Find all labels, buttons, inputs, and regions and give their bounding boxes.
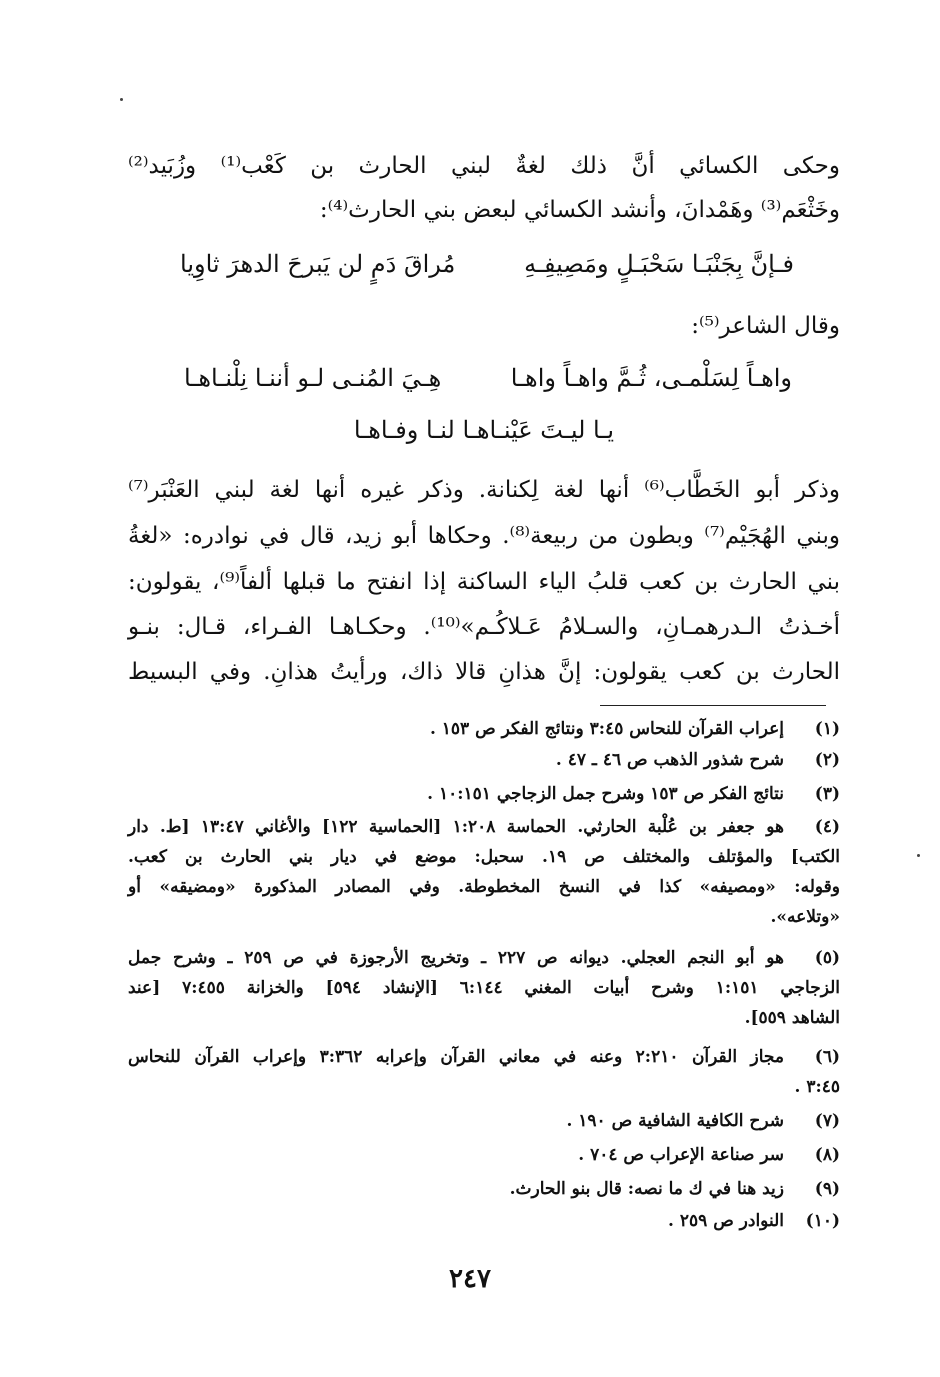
body-line: أخـذتُ الـدرهمـانِ، والسـلامُ عَـلاكُـم»⁽¹⁰⁾. وحكـاهـا الفـراء، قـال: بنـو xyxy=(128,614,840,640)
footnote xyxy=(128,1174,840,1204)
body-line: وذكر أبو الخَطَّاب⁽⁶⁾ أنها لغة لِكنانة. وذكر غيره أنها لغة لبني العَنْبَر⁽⁷⁾ xyxy=(128,477,840,503)
verse-line xyxy=(128,242,840,286)
footnote-text-line: مجاز القرآن ٢:٢١٠ وعنه في معاني القرآن وإعرابه ٣:٣٦٢ وإعراب القرآن للنحاس xyxy=(128,1047,784,1067)
footnote-text-line: ٣:٤٥ . xyxy=(794,1077,840,1097)
footnote xyxy=(128,1042,840,1102)
footnote xyxy=(128,943,840,1033)
footnote-text-line: هو جعفر بن عُلْبة الحارثي. الحماسة ١:٢٠٨ [الحماسية ١٢٢] والأغاني ١٣:٤٧ [ط. دار xyxy=(128,817,784,837)
footnote-number: (٢) xyxy=(814,750,840,770)
scan-speck xyxy=(917,854,920,857)
verse-first-hemistich: واهـاً لِسَلْمـى، ثُـمَّ واهـاً واهـا xyxy=(510,364,792,392)
footnote xyxy=(128,1106,840,1136)
footnote-text: النوادر ص ٢٥٩ . xyxy=(668,1211,784,1231)
footnote-separator xyxy=(600,705,826,706)
footnote-text: نتائج الفكر ص ١٥٣ وشرح جمل الزجاجي ١٠:١٥١ . xyxy=(427,784,784,804)
footnote-number: (٤) xyxy=(814,817,840,837)
page-number: ٢٤٧ xyxy=(449,1264,491,1294)
verse-second-hemistich: مُراقَ دَمٍ لن يَبرحَ الدهرَ ثاوِيا xyxy=(180,250,456,278)
footnote-text: سر صناعة الإعراب ص ٧٠٤ . xyxy=(578,1145,784,1165)
verse-first-hemistich: فـإنَّ بِجَنْبَـا سَحْبَـلٍ ومَصِيفِـهِ xyxy=(524,250,794,278)
footnote-number: (١٠) xyxy=(805,1211,840,1231)
footnote-text-line: هو أبو النجم العجلي. ديوانه ص ٢٢٧ ـ وتخريج الأرجوزة في ص ٢٥٩ ـ وشرح جمل xyxy=(128,948,784,968)
footnote-number: (٥) xyxy=(814,948,840,968)
footnote-text: إعراب القرآن للنحاس ٣:٤٥ ونتائج الفكر ص ١٥٣ . xyxy=(429,719,784,739)
footnote xyxy=(128,779,840,809)
footnote xyxy=(128,1140,840,1170)
footnote xyxy=(128,714,840,744)
verse-second-hemistich: هِـيَ المُنـى لـو أننـا نِلْنـاهـا xyxy=(184,364,442,392)
verse-centered: يـا ليـتَ عَيْنـاهـا لنـا وفـاهـا xyxy=(353,416,615,444)
footnote-text-line: «وتلاعه». xyxy=(770,907,840,927)
footnote-text-line: الشاهد ٥٥٩]. xyxy=(744,1008,840,1028)
footnote-text-line: وقوله: «ومصيفه» كذا في النسخ المخطوطة. وفي المصادر المذكورة «ومضيقه» أو xyxy=(128,877,840,897)
scan-speck xyxy=(120,98,123,101)
verse-line xyxy=(128,356,840,400)
footnote-text: شرح شذور الذهب ص ٤٦ ـ ٤٧ . xyxy=(555,750,784,770)
body-line: وبني الهُجَيْم⁽⁷⁾ وبطون من ربيعة⁽⁸⁾. وحكاها أبو زيد، قال في نوادره: «لغةُ xyxy=(128,523,840,549)
body-line: وحكى الكسائي أنَّ ذلك لغةٌ لبني الحارث بن كَعْب⁽¹⁾ وزُبَيد⁽²⁾ xyxy=(128,153,840,179)
footnote-text-line: الزجاجي ١:١٥١ وشرح أبيات المغني ٦:١٤٤ [الإنشاد ٥٩٤] والخزانة ٧:٤٥٥ [عند xyxy=(128,978,841,998)
footnote-text: زيد هنا في ك ما نصه: قال بنو الحارث. xyxy=(509,1179,784,1199)
footnote-number: (٩) xyxy=(814,1179,840,1199)
body-line: وقال الشاعر⁽⁵⁾: xyxy=(691,313,840,339)
body-line: وخَثْعَم⁽³⁾ وهَمْدانَ، وأنشد الكسائي لبعض بني الحارث⁽⁴⁾: xyxy=(319,197,840,223)
footnote-number: (٧) xyxy=(814,1111,840,1131)
body-line: بني الحارث بن كعب قلبُ الياء الساكنة إذا انفتح ما قبلها ألفاً⁽⁹⁾، يقولون: xyxy=(128,569,840,595)
footnote xyxy=(128,812,840,932)
footnote-number: (٣) xyxy=(814,784,840,804)
footnote-text-line: الكتب] والمؤتلف والمختلف ص ١٩. سحبل: موضع في ديار بني الحارث بن كعب. xyxy=(128,847,840,867)
footnote-number: (٨) xyxy=(814,1145,840,1165)
body-line: الحارث بن كعب يقولون: إنَّ هذانِ قالا ذاك، ورأيتُ هذانِ. وفي البسيط xyxy=(128,659,840,685)
footnote-text: شرح الكافية الشافية ص ١٩٠ . xyxy=(566,1111,784,1131)
footnote-number: (٦) xyxy=(814,1047,840,1067)
footnote xyxy=(128,745,840,775)
footnote-number: (١) xyxy=(814,719,840,739)
verse-line xyxy=(128,408,840,452)
footnote xyxy=(128,1206,840,1236)
